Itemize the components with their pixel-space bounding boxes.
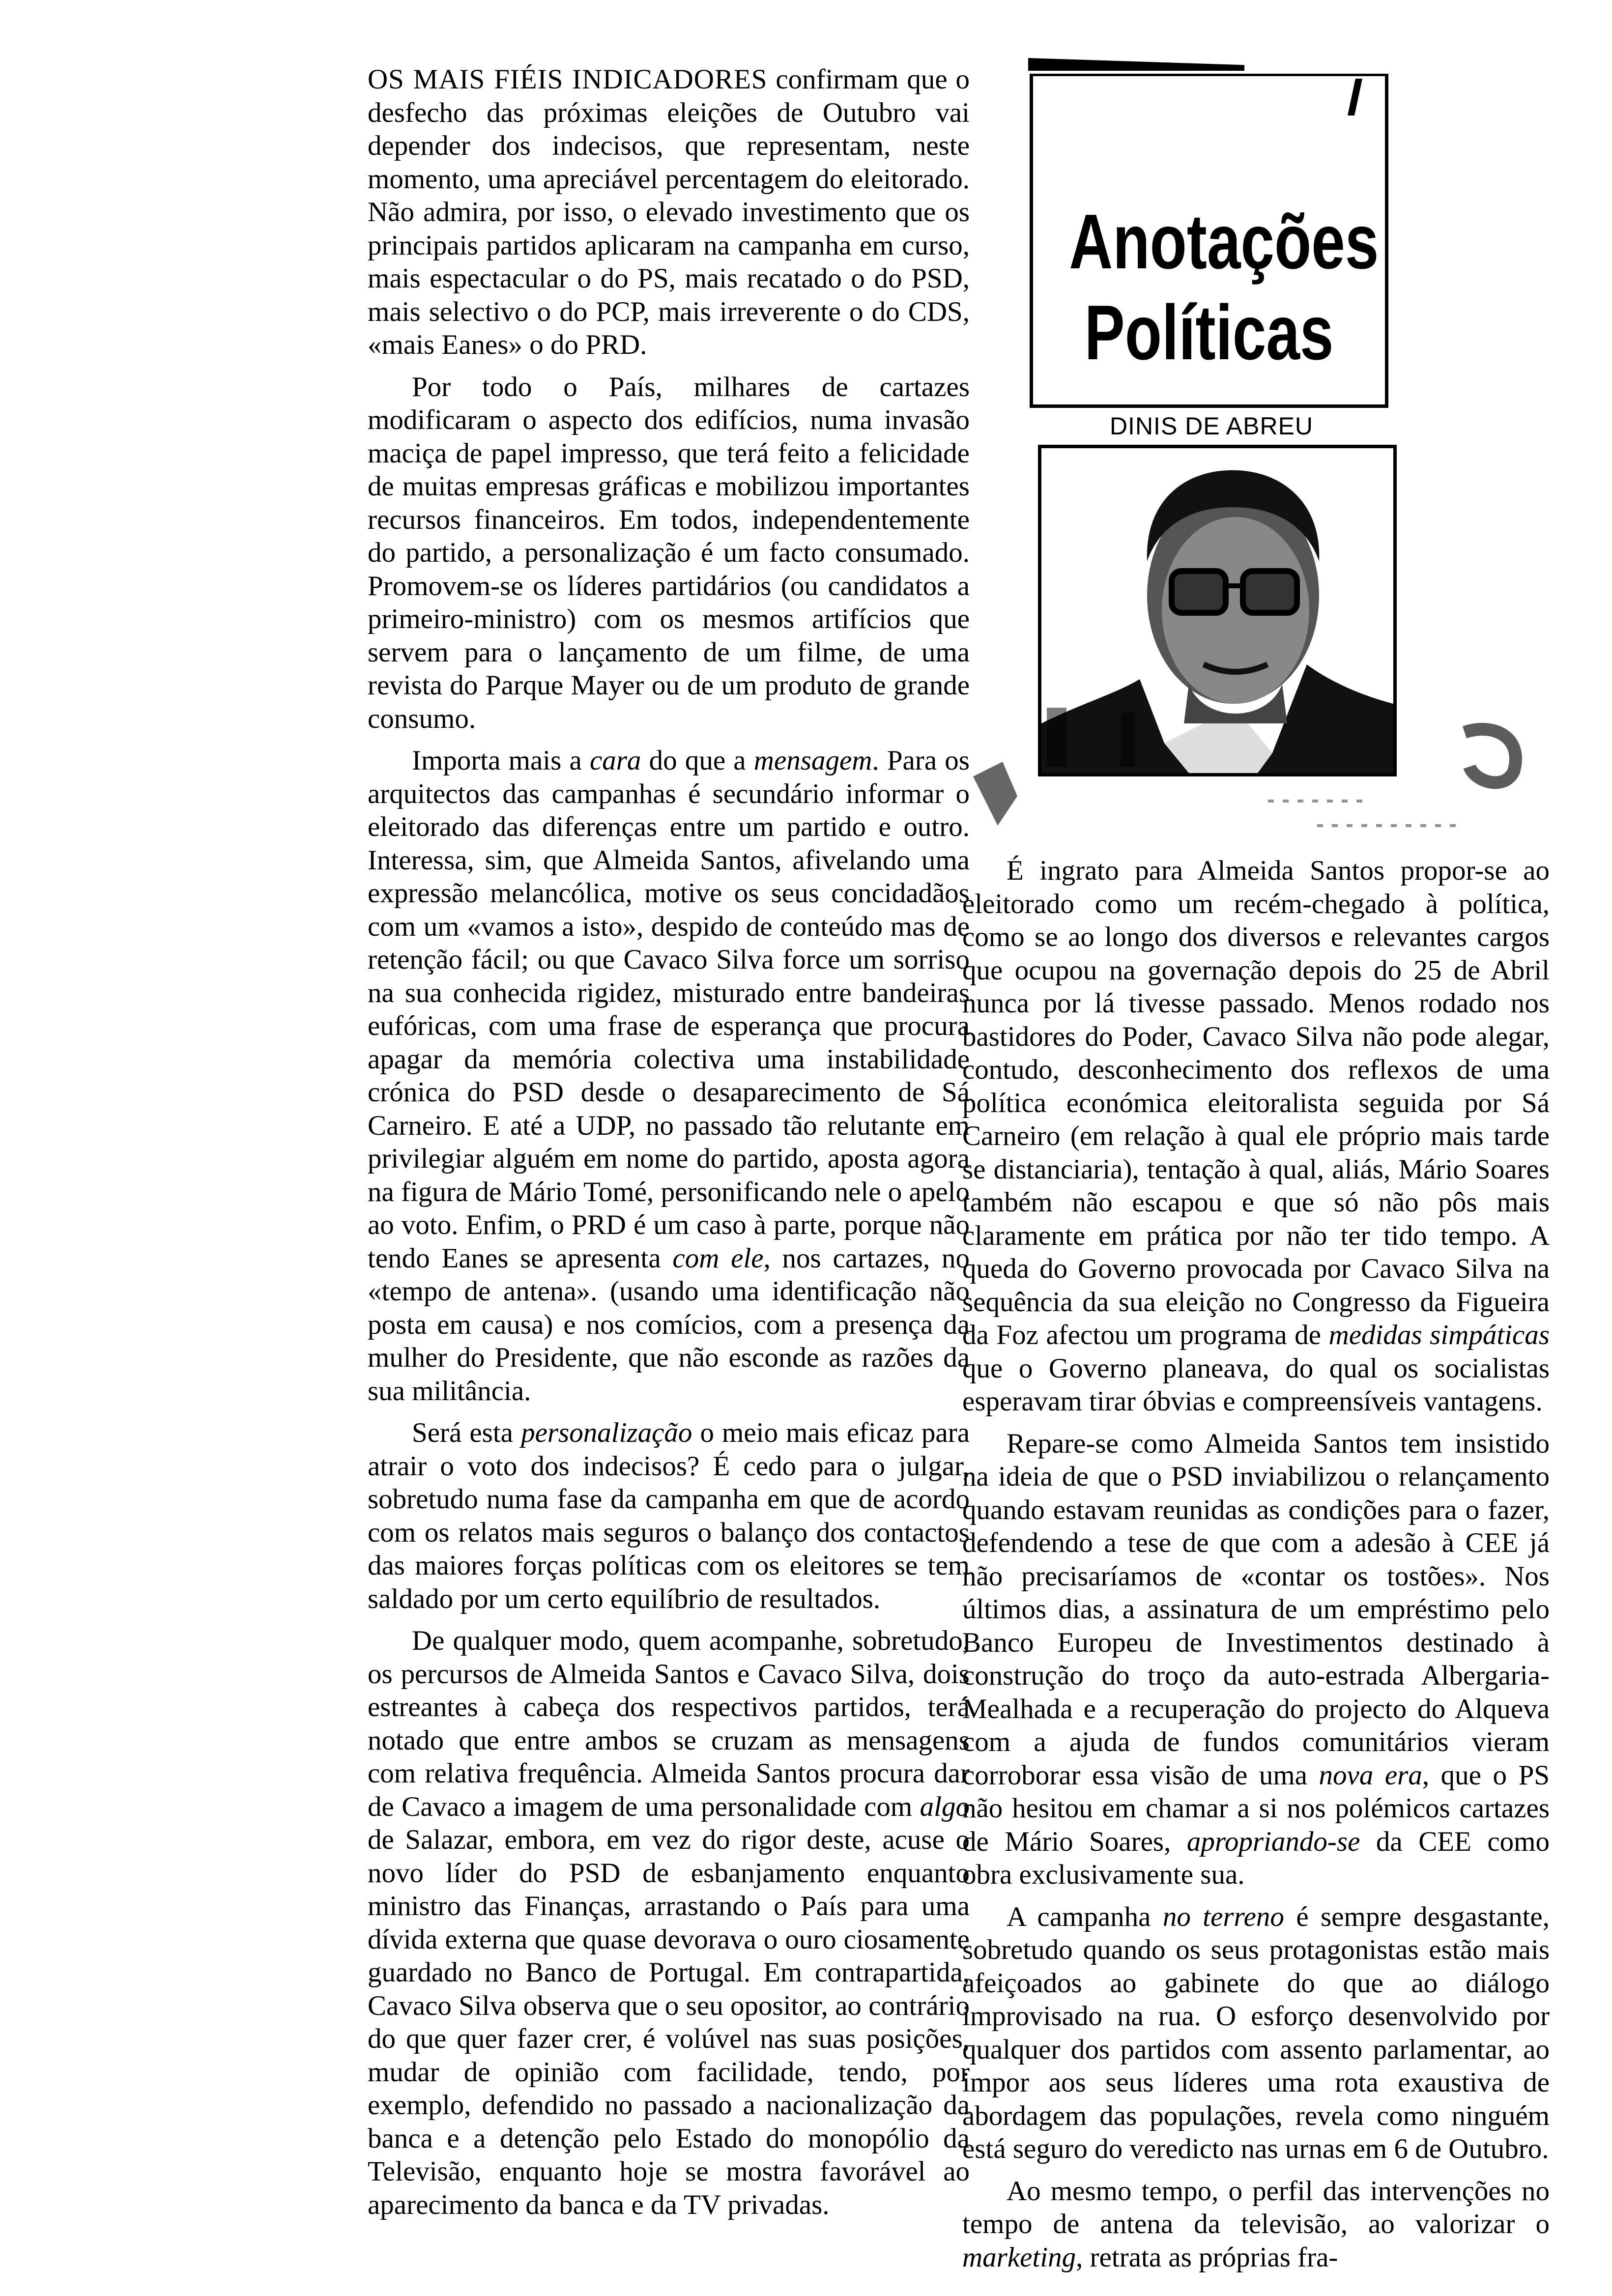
- text-run: A campanha: [1007, 1901, 1163, 1932]
- text-run: De qualquer modo, quem acompanhe, sobretudo, os percursos de Almeida Santos e Cavaco Silva, dois estreantes à cabeça dos respectivos partidos, terá notado que entre ambos se cruzam as mensagens com relativa frequência. Almeida Santos procura dar de Cavaco a imagem de uma personalidade com: [368, 1625, 970, 1822]
- italic-text-run: cara: [589, 745, 641, 776]
- text-run: , que o PS não hesitou em chamar a si nos polémicos cartazes de Mário Soares,: [962, 1759, 1550, 1857]
- header-rule: [1028, 58, 1244, 71]
- italic-text-run: algo: [920, 1791, 970, 1822]
- article-paragraph: [962, 1900, 1550, 2166]
- text-run: Por todo o País, milhares de cartazes modificaram o aspecto dos edifícios, numa invasão maciça de papel impresso, que terá feito a felicidade de muitas empresas gráficas e mobilizou importantes recursos financeiros. Em todos, independentemente do partido, a personalização é um facto consumado. Promovem-se os líderes partidários (ou candidatos a primeiro-ministro) com os mesmos artifícios que servem para o lançamento de um filme, de uma revista do Parque Mayer ou de um produto de grande consumo.: [368, 371, 970, 734]
- italic-text-run: marketing: [962, 2241, 1076, 2273]
- text-run: , nos cartazes, no «tempo de antena». (usando uma identificação não posta em causa) e nos comícios, com a presença da mulher do Presidente, que não esconde as razões da sua militância.: [368, 1242, 970, 1406]
- italic-text-run: personalização: [521, 1417, 692, 1448]
- text-run: É ingrato para Almeida Santos propor-se ao eleitorado como um recém-chegado à política, como se ao longo dos diversos e relevantes cargos que ocupou na governação depois do 25 de Abril nunca por lá tivesse passado. Menos rodado nos bastidores do Poder, Cavaco Silva não pode alegar, contudo, desconhecimento dos reflexos de uma política económica eleitoralista seguida por Sá Carneiro (em relação à qual ele próprio mais tarde se distanciaria), tentação à qual, aliás, Mário Soares também não escapou e que só não pôs mais claramente em prática por não ter tido tempo. A queda do Governo provocada por Cavaco Silva na sequência da sua eleição no Congresso da Figueira da Foz afectou um programa de: [962, 855, 1550, 1350]
- text-run: que o Governo planeava, do qual os socialistas esperavam tirar óbvias e compreensíveis vantagens.: [962, 1352, 1550, 1417]
- author-byline: DINIS DE ABREU: [1109, 412, 1314, 440]
- italic-text-run: medidas simpáticas: [1328, 1320, 1550, 1350]
- article-paragraph: [368, 371, 970, 736]
- text-run: da CEE como obra exclusivamente sua.: [962, 1826, 1550, 1890]
- text-run: OS MAIS FIÉIS INDICADORES: [368, 64, 768, 95]
- text-run: Repare-se como Almeida Santos tem insistido na ideia de que o PSD inviabilizou o relançamento quando estavam reunidas as condições para o fazer, defendendo a tese de que com a adesão à CEE já não precisaríamos de «contar os tostões». Nos últimos dias, a assinatura de um empréstimo pelo Banco Europeu de Investimentos destinado à construção do troço da auto-estrada Albergaria-Mealhada e a recuperação do projecto do Alqueva com a ajuda de fundos comunitários vieram corroborar essa visão de uma: [962, 1428, 1550, 1791]
- article-paragraph: [368, 1624, 970, 2221]
- text-run: , retrata as próprias fra-: [1076, 2241, 1338, 2273]
- article-paragraph: [368, 63, 970, 362]
- italic-text-run: no terreno: [1162, 1901, 1284, 1932]
- text-run: . Para os arquitectos das campanhas é secundário informar o eleitorado das diferenças entre um partido e outro. Interessa, sim, que Almeida Santos, afivelando uma expressão melancólica, motive os seus concidadãos com um «vamos a isto», despido de conteúdo mas de retenção fácil; ou que Cavaco Silva force um sorriso na sua conhecida rigidez, misturado entre bandeiras eufóricas, com uma frase de esperança que procura apagar da memória colectiva uma instabilidade crónica do PSD desde o desaparecimento de Sá Carneiro. E até a UDP, no passado tão relutante em privilegiar alguém em nome do partido, aposta agora na figura de Mário Tomé, personificando nele o apelo ao voto. Enfim, o PRD é um caso à parte, porque não tendo Eanes se apresenta: [368, 745, 970, 1274]
- italic-text-run: com ele: [672, 1242, 764, 1274]
- italic-text-run: nova era: [1319, 1759, 1422, 1791]
- article-paragraph: [962, 2175, 1550, 2274]
- article-paragraph: [368, 1416, 970, 1615]
- left-text-column: [368, 63, 970, 2221]
- column-title: [1069, 197, 1379, 378]
- italic-text-run: apropriando-se: [1186, 1826, 1360, 1857]
- italic-text-run: mensagem: [753, 745, 872, 776]
- article-paragraph: [962, 1427, 1550, 1892]
- article-paragraph: [962, 854, 1550, 1418]
- text-run: é sempre desgastante, sobretudo quando os seus protagonistas estão mais afeiçoados ao gabinete do que ao diálogo improvisado na rua. O esforço desenvolvido por qualquer dos partidos com assento parlamentar, ao impor aos seus líderes uma rota exaustiva de abordagem das populações, revela como ninguém está seguro do veredicto nas urnas em 6 de Outubro.: [962, 1901, 1550, 2164]
- text-run: confirmam que o desfecho das próximas eleições de Outubro vai depender dos indecisos, que representam, neste momento, uma apreciável percentagem do eleitorado. Não admira, por isso, o elevado investimento que os principais partidos aplicaram na campanha em curso, mais espectacular o do PS, mais recatado o do PSD, mais selectivo o do PCP, mais irreverente o do CDS, «mais Eanes» o do PRD.: [368, 64, 970, 360]
- text-run: Será esta: [412, 1417, 521, 1448]
- column-title-line2: Políticas: [1084, 289, 1334, 376]
- right-text-column: [962, 854, 1550, 2274]
- text-run: o meio mais eficaz para atrair o voto dos indecisos? É cedo para o julgar, sobretudo numa fase da campanha em que de acordo com os relatos mais seguros o balanço dos contactos das maiores forças políticas com os eleitores se tem saldado por um certo equilíbrio de resultados.: [368, 1417, 970, 1614]
- text-run: Importa mais a: [412, 745, 590, 776]
- article-paragraph: [368, 744, 970, 1407]
- text-run: do que a: [641, 745, 754, 776]
- text-run: Ao mesmo tempo, o perfil das intervenções no tempo de antena da televisão, ao valorizar o: [962, 2175, 1550, 2239]
- text-run: de Salazar, embora, em vez do rigor deste, acuse o novo líder do PSD de esbanjamento enquanto ministro das Finanças, arrastando o País para uma dívida externa que quase devorava o ouro ciosamente guardado no Banco de Portugal. Em contrapartida, Cavaco Silva observa que o seu opositor, ao contrário do que quer fazer crer, é volúvel nas suas posições, mudar de opinião com facilidade, tendo, por exemplo, defendido no passado a nacionalização da banca e a detenção pelo Estado do monopólio da Televisão, enquanto hoje se mostra favorável ao aparecimento da banca e da TV privadas.: [368, 1824, 970, 2220]
- column-title-line1: Anotações: [1069, 199, 1379, 285]
- print-bleed-artifact: [973, 678, 1563, 850]
